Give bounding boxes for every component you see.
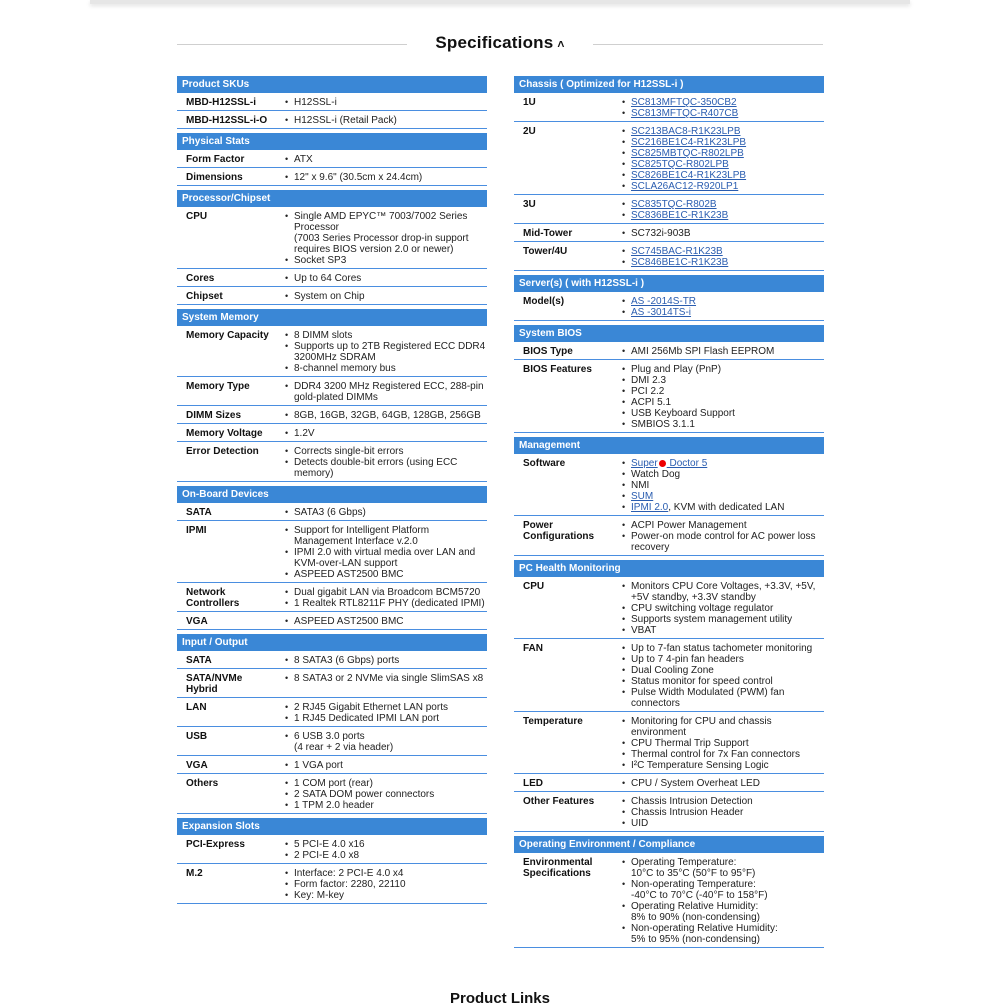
spec-value <box>277 172 487 183</box>
chevron-up-icon[interactable]: ˄ <box>557 37 565 51</box>
spec-row-mbd-h12ssl-i-o <box>177 111 487 129</box>
page-title[interactable] <box>177 33 823 53</box>
top-shadow-bar <box>90 0 910 4</box>
spec-row-form-factor <box>177 150 487 168</box>
list-item: • 1.2V <box>285 428 487 439</box>
spec-value <box>277 778 487 811</box>
spec-label: SATA/NVMe Hybrid <box>186 673 243 695</box>
section-title: Expansion Slots <box>177 818 487 835</box>
list-item: • 8-channel memory bus <box>285 363 487 374</box>
list-item: • SMBIOS 3.1.1 <box>622 419 824 430</box>
spec-value <box>277 839 487 861</box>
spec-row-bios-type <box>514 342 824 360</box>
spec-label: VGA <box>186 760 208 771</box>
sum-link[interactable]: SUM <box>631 491 654 502</box>
product-links-heading: Product Links <box>449 990 550 1007</box>
list-item <box>622 199 824 210</box>
spec-row-vga <box>177 756 487 774</box>
superdoctor-link[interactable]: Super Doctor 5 <box>631 458 708 469</box>
spec-row-usb <box>177 727 487 756</box>
spec-label: Mid-Tower <box>523 228 573 239</box>
spec-value <box>277 410 487 421</box>
spec-value <box>614 796 824 829</box>
spec-label: Tower/4U <box>523 246 568 257</box>
list-item: • System on Chip <box>285 291 487 302</box>
spec-row-tower-4u <box>514 242 824 271</box>
spec-label: Model(s) <box>523 296 565 307</box>
spec-label: Chipset <box>186 291 223 302</box>
list-item: • DDR4 3200 MHz Registered ECC, 288-pin gold-plated DIMMs <box>285 381 487 403</box>
link-sc835tqc-r802b[interactable]: SC835TQC-R802B <box>631 199 717 210</box>
list-item: • Dual gigabit LAN via Broadcom BCM5720 <box>285 587 487 598</box>
section-title: Input / Output <box>177 634 487 651</box>
list-item: • I²C Temperature Sensing Logic <box>622 760 824 771</box>
list-item: • Plug and Play (PnP) <box>622 364 824 375</box>
section-title: PC Health Monitoring <box>514 560 824 577</box>
link-sc825mbtqc-r802lpb[interactable]: SC825MBTQC-R802LPB <box>631 148 744 159</box>
spec-label: Network Controllers <box>186 587 240 609</box>
spec-row-led <box>514 774 824 792</box>
spec-row-cores <box>177 269 487 287</box>
left-spec-column <box>177 76 487 908</box>
spec-value <box>614 643 824 709</box>
list-item: • Power-on mode control for AC power loss recovery <box>622 531 824 553</box>
cursor-marker-icon <box>659 460 666 467</box>
spec-value <box>614 199 824 221</box>
spec-row-chipset <box>177 287 487 305</box>
spec-label: Environmental Specifications <box>523 857 593 879</box>
spec-label: CPU <box>523 581 545 592</box>
list-item: • ASPEED AST2500 BMC <box>285 569 487 580</box>
spec-row-fan <box>514 639 824 712</box>
spec-row-sata <box>177 503 487 521</box>
spec-value <box>277 525 487 580</box>
list-item: • Form factor: 2280, 22110 <box>285 879 487 890</box>
spec-value <box>277 868 487 901</box>
list-item: • SC732i-903B <box>622 228 824 239</box>
spec-value <box>614 126 824 192</box>
spec-label: SATA <box>186 507 212 518</box>
section-title: Management <box>514 437 824 454</box>
spec-value <box>277 702 487 724</box>
spec-row-m-2 <box>177 864 487 904</box>
spec-row-sata-nvme-hybrid <box>177 669 487 698</box>
list-item: • Single AMD EPYC™ 7003/7002 Series Processor (7003 Series Processor drop-in support requires BIOS version 2.0 or newer) <box>285 211 487 255</box>
spec-label: Software <box>523 458 566 469</box>
link-sc213bac8-r1k23lpb[interactable]: SC213BAC8-R1K23LPB <box>631 126 741 137</box>
list-item <box>622 181 824 192</box>
list-item: • 1 VGA port <box>285 760 487 771</box>
spec-label: 3U <box>523 199 536 210</box>
spec-value <box>614 778 824 789</box>
spec-label: 2U <box>523 126 536 137</box>
spec-row-mbd-h12ssl-i <box>177 93 487 111</box>
list-item <box>622 296 824 307</box>
list-item: • Supports system management utility <box>622 614 824 625</box>
section-title: Chassis ( Optimized for H12SSL-i ) <box>514 76 824 93</box>
spec-row-temperature <box>514 712 824 774</box>
list-item: • Monitors CPU Core Voltages, +3.3V, +5V, +5V standby, +3.3V standby <box>622 581 824 603</box>
spec-label: Memory Voltage <box>186 428 263 439</box>
spec-label: MBD-H12SSL-i <box>186 97 257 108</box>
spec-label: Cores <box>186 273 215 284</box>
spec-row-dimm-sizes <box>177 406 487 424</box>
spec-value <box>277 273 487 284</box>
section-title: On-Board Devices <box>177 486 487 503</box>
section-expansion-slots <box>177 818 487 904</box>
list-item: • Support for Intelligent Platform Management Interface v.2.0 <box>285 525 487 547</box>
list-item: • Up to 64 Cores <box>285 273 487 284</box>
spec-label: MBD-H12SSL-i-O <box>186 115 268 126</box>
spec-value <box>277 291 487 302</box>
list-item: • Pulse Width Modulated (PWM) fan connectors <box>622 687 824 709</box>
section-product-skus <box>177 76 487 129</box>
spec-row-network-controllers <box>177 583 487 612</box>
list-item: • 1 COM port (rear) <box>285 778 487 789</box>
list-item: • Monitoring for CPU and chassis environment <box>622 716 824 738</box>
spec-row-others <box>177 774 487 814</box>
section-pc-health-monitoring <box>514 560 824 832</box>
link-sc813mftqc-350cb2[interactable]: SC813MFTQC-350CB2 <box>631 97 737 108</box>
spec-label: Memory Capacity <box>186 330 269 341</box>
section-system-memory <box>177 309 487 482</box>
list-item: • 8GB, 16GB, 32GB, 64GB, 128GB, 256GB <box>285 410 487 421</box>
spec-label: USB <box>186 731 208 742</box>
list-item: • 8 SATA3 or 2 NVMe via single SlimSAS x8 <box>285 673 487 684</box>
list-item <box>622 108 824 119</box>
list-item: • Socket SP3 <box>285 255 487 266</box>
section-title: Physical Stats <box>177 133 487 150</box>
spec-label: DIMM Sizes <box>186 410 242 421</box>
spec-row-model-s <box>514 292 824 321</box>
spec-label: Others <box>186 778 219 789</box>
list-item <box>622 491 824 502</box>
spec-row-mid-tower <box>514 224 824 242</box>
list-item <box>622 257 824 268</box>
spec-value <box>277 446 487 479</box>
spec-row-bios-features <box>514 360 824 433</box>
spec-row-environmental-specifications <box>514 853 824 948</box>
list-item: • SATA3 (6 Gbps) <box>285 507 487 518</box>
list-item: • Dual Cooling Zone <box>622 665 824 676</box>
spec-label: VGA <box>186 616 208 627</box>
list-item: • AMI 256Mb SPI Flash EEPROM <box>622 346 824 357</box>
spec-value <box>277 760 487 771</box>
list-item: • 12" x 9.6" (30.5cm x 24.4cm) <box>285 172 487 183</box>
spec-row-memory-type <box>177 377 487 406</box>
list-item: • H12SSL-i <box>285 97 487 108</box>
spec-label: Form Factor <box>186 154 245 165</box>
spec-value <box>614 246 824 268</box>
spec-label: LAN <box>186 702 207 713</box>
spec-row-error-detection <box>177 442 487 482</box>
list-item: • USB Keyboard Support <box>622 408 824 419</box>
spec-row-sata <box>177 651 487 669</box>
list-item <box>622 210 824 221</box>
section-system-bios <box>514 325 824 433</box>
spec-row-cpu <box>514 577 824 639</box>
spec-label: M.2 <box>186 868 203 879</box>
spec-row-cpu <box>177 207 487 269</box>
list-item <box>622 246 824 257</box>
list-item: • UID <box>622 818 824 829</box>
spec-value <box>614 581 824 636</box>
spec-label: SATA <box>186 655 212 666</box>
section-title: Processor/Chipset <box>177 190 487 207</box>
spec-value <box>614 228 824 239</box>
list-item: • Up to 7-fan status tachometer monitoring <box>622 643 824 654</box>
spec-row-1u <box>514 93 824 122</box>
spec-row-memory-capacity <box>177 326 487 377</box>
list-item: • 8 SATA3 (6 Gbps) ports <box>285 655 487 666</box>
link-sc836be1c-r1k23b[interactable]: SC836BE1C-R1K23B <box>631 210 729 221</box>
section-on-board-devices <box>177 486 487 630</box>
spec-label: Error Detection <box>186 446 259 457</box>
link-sc813mftqc-r407cb[interactable]: SC813MFTQC-R407CB <box>631 108 739 119</box>
list-item: • Interface: 2 PCI-E 4.0 x4 <box>285 868 487 879</box>
spec-value <box>277 211 487 266</box>
list-item <box>622 137 824 148</box>
spec-value <box>614 346 824 357</box>
spec-value <box>277 428 487 439</box>
spec-row-3u <box>514 195 824 224</box>
list-item: • 2 PCI-E 4.0 x8 <box>285 850 487 861</box>
spec-value <box>277 673 487 695</box>
list-item: • Chassis Intrusion Detection <box>622 796 824 807</box>
spec-label: Dimensions <box>186 172 243 183</box>
spec-label: LED <box>523 778 543 789</box>
list-item: • ASPEED AST2500 BMC <box>285 616 487 627</box>
section-title: Product SKUs <box>177 76 487 93</box>
list-item: • Non-operating Temperature: -40°C to 70°C (-40°F to 158°F) <box>622 879 824 901</box>
section-server-s-with-h12ssl-i <box>514 275 824 321</box>
spec-value <box>277 655 487 666</box>
spec-label: Other Features <box>523 796 595 807</box>
spec-value <box>277 616 487 627</box>
list-item: • CPU / System Overheat LED <box>622 778 824 789</box>
spec-value <box>614 296 824 318</box>
list-item: • DMI 2.3 <box>622 375 824 386</box>
section-chassis-optimized-for-h12ssl-i <box>514 76 824 271</box>
list-item: • Non-operating Relative Humidity: 5% to 95% (non-condensing) <box>622 923 824 945</box>
list-item: • Status monitor for speed control <box>622 676 824 687</box>
spec-row-2u <box>514 122 824 195</box>
spec-label: PCI-Express <box>186 839 245 850</box>
ipmi-link[interactable]: IPMI 2.0 <box>631 502 669 513</box>
spec-value: • Super Doctor 5 • Watch Dog • NMI • SUM • IPMI 2.0, KVM with dedicated LAN <box>614 458 824 513</box>
link-scla26ac12-r920lp1[interactable]: SCLA26AC12-R920LP1 <box>631 181 739 192</box>
spec-label: Memory Type <box>186 381 250 392</box>
spec-label: Temperature <box>523 716 583 727</box>
section-title: System BIOS <box>514 325 824 342</box>
spec-value <box>614 364 824 430</box>
list-item: • Corrects single-bit errors <box>285 446 487 457</box>
link-as-3014ts-i[interactable]: AS -3014TS-i <box>631 307 692 318</box>
spec-value <box>277 97 487 108</box>
section-title: Operating Environment / Compliance <box>514 836 824 853</box>
list-item: • 2 SATA DOM power connectors <box>285 789 487 800</box>
list-item: • Operating Temperature: 10°C to 35°C (50°F to 95°F) <box>622 857 824 879</box>
spec-label: FAN <box>523 643 543 654</box>
list-item <box>622 97 824 108</box>
page-title-text: Specifications <box>435 33 554 52</box>
spec-value <box>614 520 824 553</box>
spec-value <box>614 97 824 119</box>
list-item: • IPMI 2.0 with virtual media over LAN and KVM-over-LAN support <box>285 547 487 569</box>
spec-value <box>277 330 487 374</box>
link-sc216be1c4-r1k23lpb[interactable]: SC216BE1C4-R1K23LPB <box>631 137 747 148</box>
spec-label: BIOS Features <box>523 364 592 375</box>
link-sc846be1c-r1k23b[interactable]: SC846BE1C-R1K23B <box>631 257 729 268</box>
spec-value <box>277 154 487 165</box>
spec-label: BIOS Type <box>523 346 573 357</box>
list-item: • 8 DIMM slots <box>285 330 487 341</box>
list-item: • 1 RJ45 Dedicated IPMI LAN port <box>285 713 487 724</box>
list-item: • Detects double-bit errors (using ECC memory) <box>285 457 487 479</box>
link-sc826be1c4-r1k23lpb[interactable]: SC826BE1C4-R1K23LPB <box>631 170 747 181</box>
spec-label: IPMI <box>186 525 207 536</box>
list-item <box>622 148 824 159</box>
list-item: • 1 Realtek RTL8211F PHY (dedicated IPMI) <box>285 598 487 609</box>
list-item: • H12SSL-i (Retail Pack) <box>285 115 487 126</box>
link-sc745bac-r1k23b[interactable]: SC745BAC-R1K23B <box>631 246 723 257</box>
spec-row-software <box>514 454 824 516</box>
list-item: • Chassis Intrusion Header <box>622 807 824 818</box>
spec-row-power-configurations <box>514 516 824 556</box>
list-item: • Watch Dog <box>622 469 824 480</box>
spec-label: Power Configurations <box>523 520 595 542</box>
list-item <box>622 307 824 318</box>
section-management <box>514 437 824 556</box>
spec-row-pci-express <box>177 835 487 864</box>
list-item: • ACPI Power Management <box>622 520 824 531</box>
spec-label: CPU <box>186 211 208 222</box>
spec-row-vga <box>177 612 487 630</box>
spec-value <box>614 716 824 771</box>
right-spec-column <box>514 76 824 952</box>
list-item: • Thermal control for 7x Fan connectors <box>622 749 824 760</box>
spec-value <box>277 381 487 403</box>
list-item: • ACPI 5.1 <box>622 397 824 408</box>
list-item: • NMI <box>622 480 824 491</box>
section-title: Server(s) ( with H12SSL-i ) <box>514 275 824 292</box>
spec-row-dimensions <box>177 168 487 186</box>
spec-value <box>614 857 824 945</box>
list-item: • Supports up to 2TB Registered ECC DDR4 3200MHz SDRAM <box>285 341 487 363</box>
list-item: • VBAT <box>622 625 824 636</box>
spec-value <box>277 587 487 609</box>
section-physical-stats <box>177 133 487 186</box>
specifications-header[interactable] <box>177 30 823 58</box>
spec-row-other-features <box>514 792 824 832</box>
list-item: • CPU Thermal Trip Support <box>622 738 824 749</box>
list-item: • ATX <box>285 154 487 165</box>
spec-value <box>277 507 487 518</box>
list-item: • 2 RJ45 Gigabit Ethernet LAN ports <box>285 702 487 713</box>
list-item <box>622 170 824 181</box>
section-processor-chipset <box>177 190 487 305</box>
list-item: • PCI 2.2 <box>622 386 824 397</box>
spec-row-ipmi <box>177 521 487 583</box>
list-item: • Key: M-key <box>285 890 487 901</box>
section-title: System Memory <box>177 309 487 326</box>
list-item <box>622 126 824 137</box>
list-item: • Operating Relative Humidity: 8% to 90% (non-condensing) <box>622 901 824 923</box>
list-item <box>622 159 824 170</box>
link-sc825tqc-r802lpb[interactable]: SC825TQC-R802LPB <box>631 159 729 170</box>
list-item: • CPU switching voltage regulator <box>622 603 824 614</box>
link-as-2014s-tr[interactable]: AS -2014S-TR <box>631 296 697 307</box>
section-operating-environment-compliance <box>514 836 824 948</box>
spec-value <box>277 115 487 126</box>
spec-row-memory-voltage <box>177 424 487 442</box>
spec-label: 1U <box>523 97 536 108</box>
list-item: • 1 TPM 2.0 header <box>285 800 487 811</box>
list-item: • 5 PCI-E 4.0 x16 <box>285 839 487 850</box>
list-item: • 6 USB 3.0 ports (4 rear + 2 via header) <box>285 731 487 753</box>
section-input-output <box>177 634 487 814</box>
spec-row-lan <box>177 698 487 727</box>
spec-value <box>277 731 487 753</box>
list-item: • Up to 7 4-pin fan headers <box>622 654 824 665</box>
